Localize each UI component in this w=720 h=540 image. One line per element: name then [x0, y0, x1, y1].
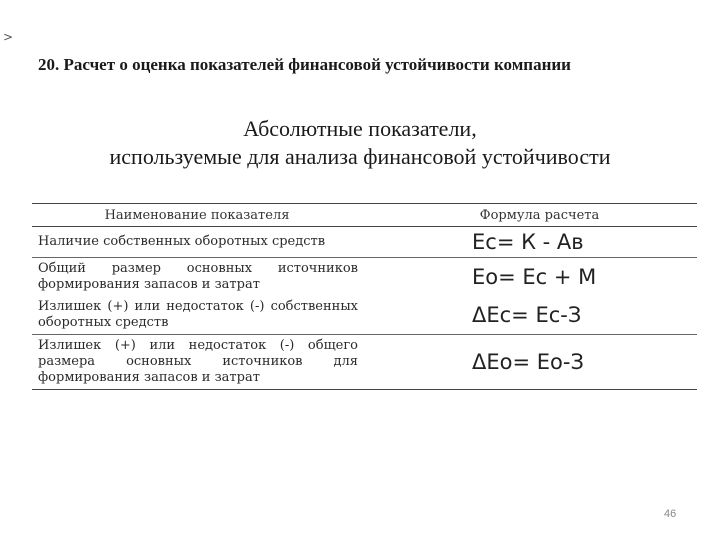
table-row	[32, 258, 697, 297]
row-formula: Ес= К - Ав	[472, 230, 584, 254]
row-formula: ΔЕо= Ео-З	[472, 350, 584, 374]
header-formula: Формула расчета	[479, 207, 600, 223]
table-row	[32, 335, 697, 390]
subtitle-line-2: используемые для анализа финансовой устойчивости	[109, 144, 611, 169]
table-row	[32, 227, 697, 258]
row-formula: Ео= Ес + М	[472, 265, 597, 289]
row-indicator-name: Общий размер основных источников формирования запасов и затрат	[38, 261, 358, 292]
corner-mark: >	[3, 30, 14, 44]
subtitle	[0, 115, 720, 171]
subtitle-line-1: Абсолютные показатели,	[243, 116, 477, 141]
header-indicator-name: Наименование показателя	[104, 207, 290, 223]
table-row	[32, 296, 697, 335]
row-formula: ΔЕс= Ес-З	[472, 303, 582, 327]
row-indicator-name: Наличие собственных оборотных средств	[38, 234, 326, 249]
row-indicator-name: Излишек (+) или недостаток (-) собственных оборотных средств	[38, 299, 358, 330]
indicators-table	[32, 203, 697, 390]
table-header-row	[32, 204, 697, 227]
row-indicator-name: Излишек (+) или недостаток (-) общего размера основных источников для формирования запасов и затрат	[38, 338, 358, 385]
page-number: 46	[664, 508, 677, 520]
slide-title: 20. Расчет о оценка показателей финансовой устойчивости компании	[38, 55, 571, 74]
